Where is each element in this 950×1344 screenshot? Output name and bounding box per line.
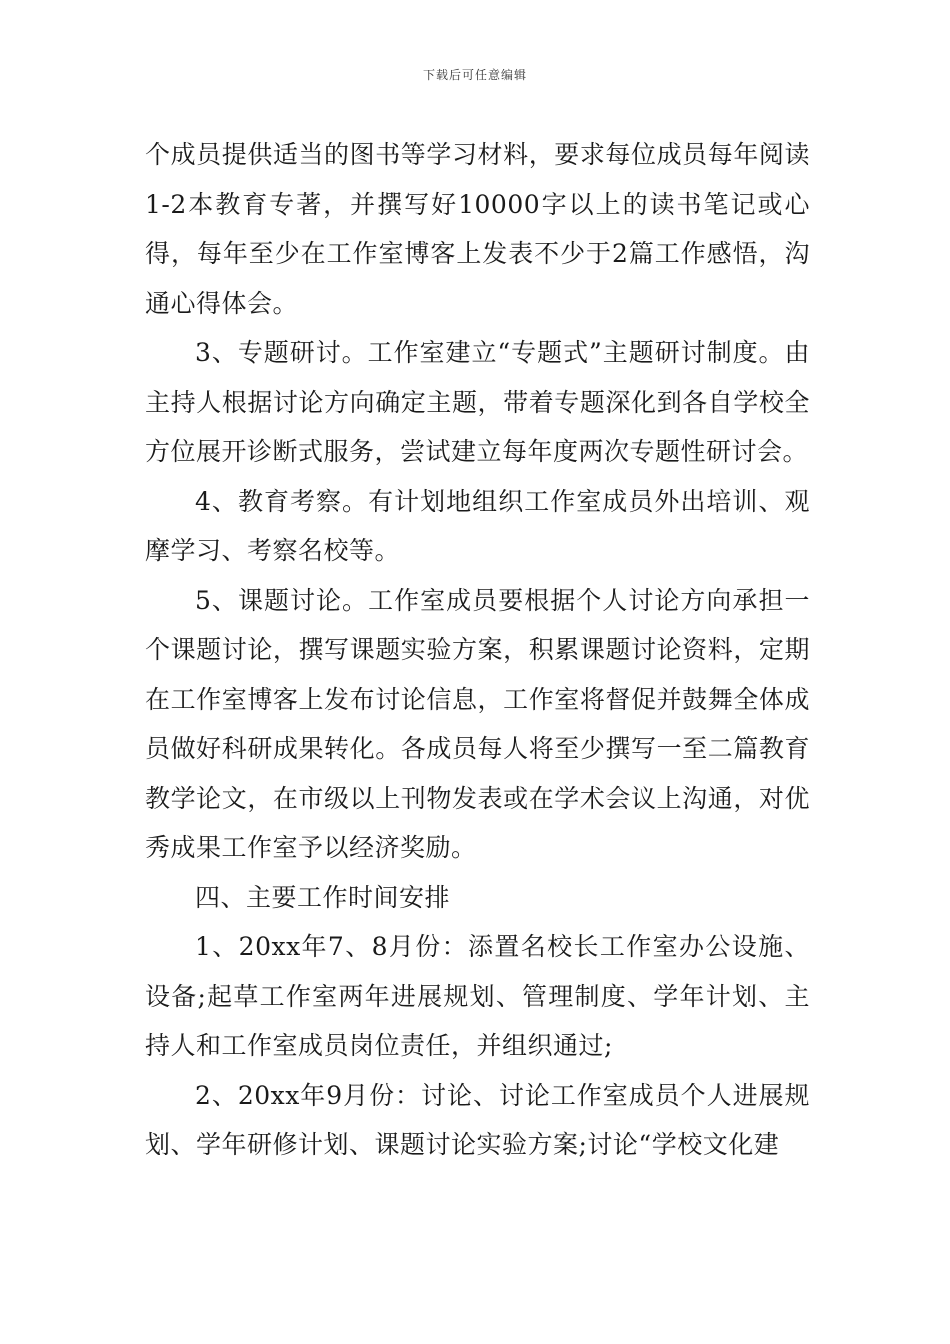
section-heading-schedule: 四、主要工作时间安排 [195,882,451,912]
paragraph-schedule-september: 2、20xx年9月份：讨论、讨论工作室成员个人进展规划、学年研修计划、课题讨论实验方案;讨论“学校文化建 [145,1080,810,1159]
document-body [145,130,810,1170]
paragraph-reading-requirements: 个成员提供适当的图书等学习材料，要求每位成员每年阅读1-2本教育专著，并撰写好10000字以上的读书笔记或心得，每年至少在工作室博客上发表不少于2篇工作感悟，沟通心得体会。 [145,140,810,318]
paragraph-education-visit: 4、教育考察。有计划地组织工作室成员外出培训、观摩学习、考察名校等。 [145,486,810,565]
paragraph-research-project: 5、课题讨论。工作室成员要根据个人讨论方向承担一个课题讨论，撰写课题实验方案，积累课题讨论资料，定期在工作室博客上发布讨论信息，工作室将督促并鼓舞全体成员做好科研成果转化。各成员每人将至少撰写一至二篇教育教学论文，在市级以上刊物发表或在学术会议上沟通，对优秀成果工作室予以经济奖励。 [145,585,810,862]
paragraph-topic-seminar: 3、专题研讨。工作室建立“专题式”主题研讨制度。由主持人根据讨论方向确定主题，带着专题深化到各自学校全方位展开诊断式服务，尝试建立每年度两次专题性研讨会。 [145,338,810,466]
paragraph-schedule-july-august: 1、20xx年7、8月份：添置名校长工作室办公设施、设备;起草工作室两年进展规划、管理制度、学年计划、主持人和工作室成员岗位责任，并组织通过; [145,932,810,1060]
page-header: 下载后可任意编辑 [422,68,527,82]
